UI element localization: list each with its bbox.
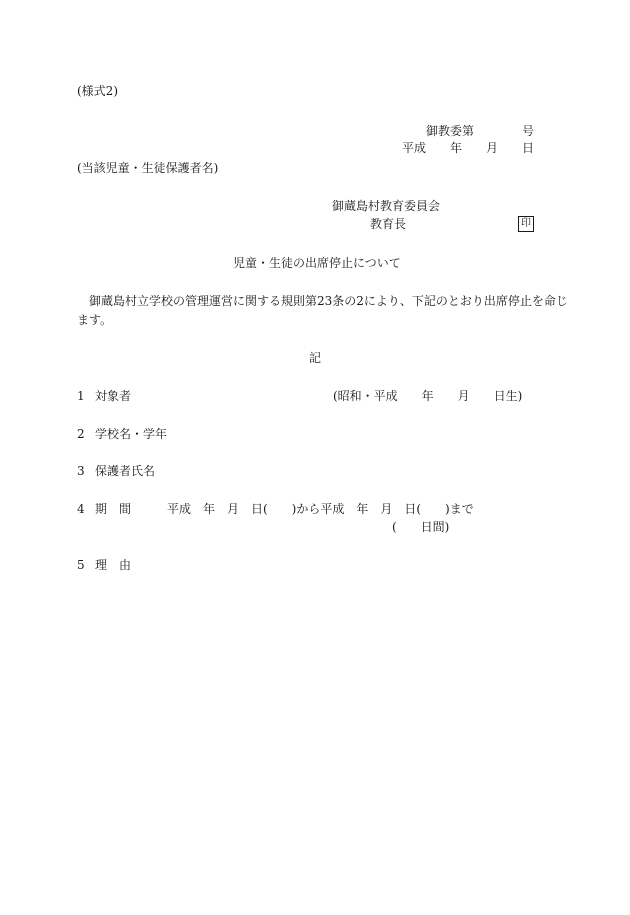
body-text-line-1: 御蔵島村立学校の管理運営に関する規則第23条の2により、下記のとおり出席停止を命じ [89,294,568,308]
document-title: 児童・生徒の出席停止について [233,256,401,270]
item-number: 2 [77,427,85,441]
item-number: 5 [77,558,85,572]
issuer-organization: 御蔵島村教育委員会 [332,199,441,213]
body-text-line-2: ます。 [77,313,113,327]
item-value-days: ( 日間) [392,520,450,534]
document-number: 御教委第 号 [426,124,535,138]
issue-date: 平成 年 月 日 [402,141,535,155]
item-label: 保護者氏名 [95,464,156,478]
issuer-title: 教育長 [370,217,407,231]
item-number: 3 [77,464,85,478]
recipient-name: (当該児童・生徒保護者名) [77,161,219,175]
ki-heading: 記 [309,351,322,365]
form-label: (様式2) [77,84,118,98]
seal-mark: 印 [518,216,534,232]
item-value: (昭和・平成 年 月 日生) [333,389,523,403]
item-label: 理 由 [95,558,132,572]
item-label: 期 間 [95,502,132,516]
item-label: 対象者 [95,389,132,403]
item-value: 平成 年 月 日( )から平成 年 月 日( )まで [167,502,474,516]
item-number: 1 [77,389,85,403]
item-number: 4 [77,502,85,516]
item-label: 学校名・学年 [95,427,168,441]
